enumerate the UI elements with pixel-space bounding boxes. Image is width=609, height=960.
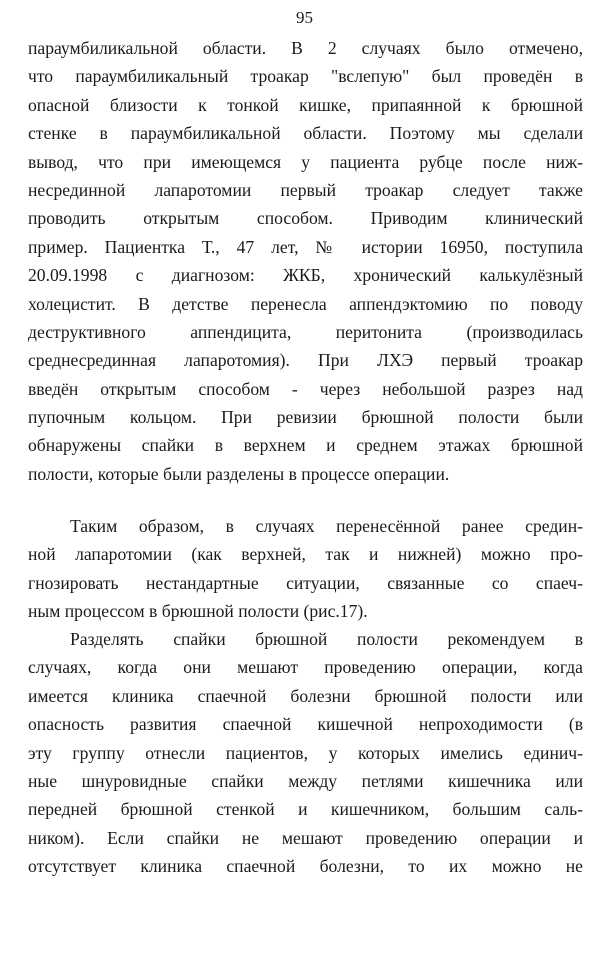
text-line: отсутствует клиника спаечной болезни, то их можно не xyxy=(28,856,583,877)
text-line: введён открытым способом - через небольшой разрез над xyxy=(28,378,583,399)
text-line: деструктивного аппендицита, перитонита (производилась xyxy=(28,321,583,342)
text-line: несрединной лапаротомии первый троакар следует также xyxy=(28,179,583,200)
paragraph-2 xyxy=(28,512,583,626)
text-line: ником). Если спайки не мешают проведению операции и xyxy=(28,827,583,848)
text-line: пример. Пациентка Т., 47 лет, № истории 16950, поступила xyxy=(28,236,583,257)
text-line: эту группу отнесли пациентов, у которых имелись единич- xyxy=(28,742,583,763)
text-line: полости, которые были разделены в процессе операции. xyxy=(28,463,450,484)
text-line: параумбиликальной области. В 2 случаях было отмечено, xyxy=(28,38,583,58)
text-line: холецистит. В детстве перенесла аппендэктомию по поводу xyxy=(28,293,583,314)
text-line: ные шнуровидные спайки между петлями кишечника или xyxy=(28,770,583,791)
text-line: опасной близости к тонкой кишке, припаянной к брюшной xyxy=(28,94,583,115)
paragraph-3 xyxy=(28,625,583,881)
text-line: обнаружены спайки в верхнем и среднем этажах брюшной xyxy=(28,435,583,456)
page-number: 95 xyxy=(296,8,313,27)
text-line: имеется клиника спаечной болезни брюшной полости или xyxy=(28,685,583,706)
text-line: случаях, когда они мешают проведению операции, когда xyxy=(28,657,583,678)
text-line: вывод, что при имеющемся у пациента рубце после ниж- xyxy=(28,151,583,172)
text-line: Таким образом, в случаях перенесённой ранее средин- xyxy=(70,516,583,536)
text-line: передней брюшной стенкой и кишечником, большим саль- xyxy=(28,799,583,820)
text-line: гнозировать нестандартные ситуации, связанные со спаеч- xyxy=(28,572,583,593)
text-line: Разделять спайки брюшной полости рекомендуем в xyxy=(70,629,583,649)
text-line: среднесрединная лапаротомия). При ЛХЭ первый троакар xyxy=(28,350,583,371)
text-line: 20.09.1998 с диагнозом: ЖКБ, хронический калькулёзный xyxy=(28,265,583,286)
text-line: ным процессом в брюшной полости (рис.17). xyxy=(28,601,368,622)
paragraph-1 xyxy=(28,34,583,488)
text-line: ной лапаротомии (как верхней, так и нижней) можно про- xyxy=(28,544,583,565)
text-line: стенке в параумбиликальной области. Поэтому мы сделали xyxy=(28,123,583,144)
text-line: что параумбиликальный троакар "вслепую" был проведён в xyxy=(28,66,583,87)
text-line: опасность развития спаечной кишечной непроходимости (в xyxy=(28,714,583,735)
text-line: проводить открытым способом. Приводим клинический xyxy=(28,208,583,229)
text-line: пупочным кольцом. При ревизии брюшной полости были xyxy=(28,407,583,428)
